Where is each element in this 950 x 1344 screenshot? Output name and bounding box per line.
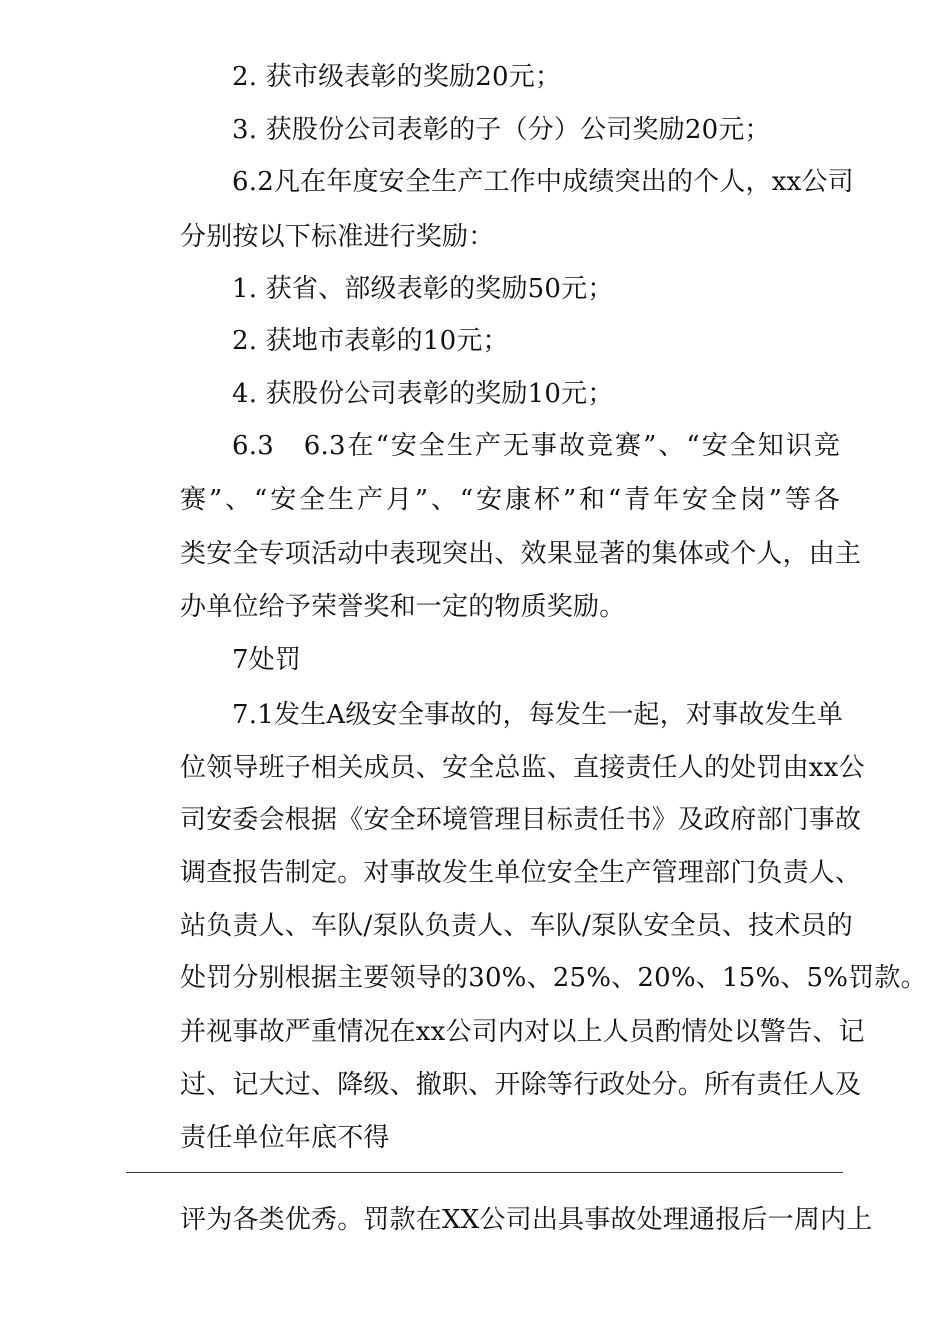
section-7-1-line-9: 责任单位年底不得: [180, 1123, 390, 1153]
section-6-3-line-3: 类安全专项活动中表现突出、效果显著的集体或个人，由主: [180, 539, 862, 569]
section-6-2-line-2: 分别按以下标准进行奖励：: [180, 222, 495, 252]
section-6-3-line-4: 办单位给予荣誉奖和一定的物质奖励。: [180, 592, 626, 622]
section-7-1-line-7: 并视事故严重情况在xx公司内对以上人员酌情处以警告、记: [180, 1017, 865, 1047]
section-7-1-line-3: 司安委会根据《安全环境管理目标责任书》及政府部门事故: [180, 805, 862, 835]
section-7-heading: 7处罚: [232, 645, 302, 675]
section-6-3-line-1: 6.3 6.3在“安全生产无事故竞赛”、“安全知识竞: [232, 431, 840, 461]
section-6-3-line-2: 赛”、“安全生产月”、“安康杯”和“青年安全岗”等各: [180, 485, 840, 515]
award-item-company: 3. 获股份公司表彰的子（分）公司奖励20元；: [232, 115, 771, 145]
personal-award-item-city: 2. 获地市表彰的10元；: [232, 326, 509, 356]
section-7-1-line-5: 站负责人、车队/泵队负责人、车队/泵队安全员、技术员的: [180, 911, 853, 941]
personal-award-item-province: 1. 获省、部级表彰的奖励50元；: [232, 274, 614, 304]
section-7-1-line-2: 位领导班子相关成员、安全总监、直接责任人的处罚由xx公: [180, 753, 865, 783]
section-7-1-line-4: 调查报告制定。对事故发生单位安全生产管理部门负责人、: [180, 858, 862, 888]
personal-award-item-company: 4. 获股份公司表彰的奖励10元；: [232, 379, 614, 409]
section-6-2-line-1: 6.2凡在年度安全生产工作中成绩突出的个人，xx公司: [232, 167, 854, 197]
section-7-1-line-8: 过、记大过、降级、撤职、开除等行政处分。所有责任人及: [180, 1070, 862, 1100]
section-7-1-line-1: 7.1发生A级安全事故的，每发生一起，对事故发生单: [232, 700, 844, 730]
page-break-divider: [126, 1172, 843, 1173]
section-7-1-line-6: 处罚分别根据主要领导的30%、25%、20%、15%、5%罚款。: [180, 963, 927, 993]
next-page-line-1: 评为各类优秀。罚款在XX公司出具事故处理通报后一周内上: [180, 1205, 873, 1235]
award-item-city: 2. 获市级表彰的奖励20元；: [232, 62, 562, 92]
